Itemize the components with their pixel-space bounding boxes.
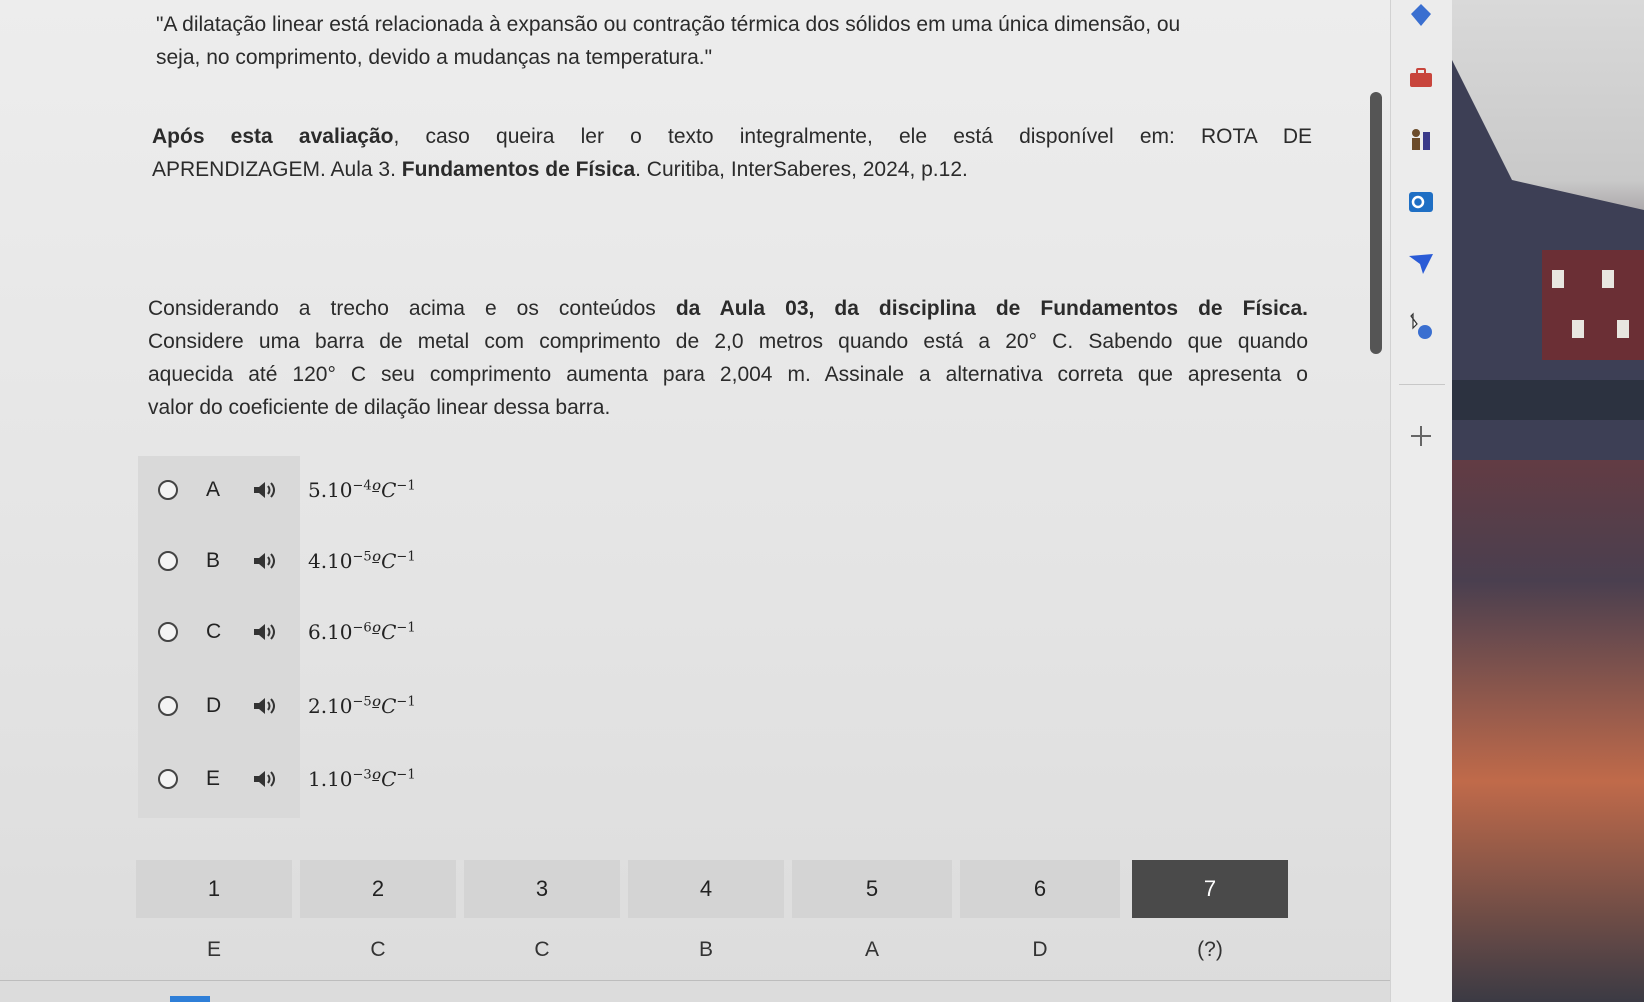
option-d[interactable]: [150, 686, 480, 726]
source-line-1-rest: , caso queira ler o texto integralmente, ele está disponível em: ROTA DE: [393, 125, 1312, 148]
option-c[interactable]: [150, 612, 480, 652]
option-c-exp: −6: [352, 620, 372, 636]
option-e[interactable]: [150, 759, 480, 799]
option-d-unit-exp: −1: [396, 694, 416, 710]
option-b-formula: [308, 549, 416, 573]
option-e-formula: [308, 767, 416, 791]
question-nav-1[interactable]: 1: [136, 860, 292, 918]
speaker-icon[interactable]: [252, 551, 278, 571]
question-nav-2[interactable]: 2: [300, 860, 456, 918]
source-line-1: [152, 120, 1312, 153]
scrollbar-thumb[interactable]: [1370, 92, 1382, 354]
option-c-coef: 6.10: [308, 620, 353, 644]
answer-2: C: [370, 938, 386, 961]
option-b-letter: B: [206, 549, 221, 572]
answer-navigation: [136, 860, 1286, 980]
option-e-radio[interactable]: [158, 769, 178, 789]
option-c-radio[interactable]: [158, 622, 178, 642]
source-text: [152, 120, 1312, 186]
option-d-radio[interactable]: [158, 696, 178, 716]
answer-3: C: [534, 938, 550, 961]
answer-5: A: [864, 938, 879, 961]
option-b-radio[interactable]: [158, 551, 178, 571]
question-line-1-a: Considerando a trecho acima e os conteúdos: [148, 297, 676, 320]
question-line-3: aquecida até 120° C seu comprimento aumenta para 2,004 m. Assinale a alternativa correta que apresenta o: [148, 363, 1308, 386]
answer-7: (?): [1197, 938, 1223, 961]
source-line-2-a: APRENDIZAGEM. Aula 3.: [152, 158, 402, 181]
add-icon[interactable]: [1405, 420, 1437, 452]
option-d-exp: −5: [352, 694, 372, 710]
option-a[interactable]: [150, 470, 480, 510]
option-b-exp: −5: [352, 549, 372, 565]
option-b-coef: 4.10: [308, 549, 353, 573]
question-line-1: [148, 292, 1308, 325]
briefcase-icon[interactable]: [1405, 62, 1437, 94]
games-icon[interactable]: [1405, 310, 1437, 342]
option-d-formula: [308, 694, 416, 718]
source-line-2-b: . Curitiba, InterSaberes, 2024, p.12.: [635, 158, 968, 181]
question-line-2: Considere uma barra de metal com comprimento de 2,0 metros quando está a 20° C. Sabendo que quando: [148, 330, 1308, 353]
option-b[interactable]: [150, 541, 480, 581]
answer-6: D: [1032, 938, 1048, 961]
desktop-wallpaper: [1452, 0, 1644, 1002]
progress-indicator: [170, 996, 210, 1002]
send-icon[interactable]: [1405, 248, 1437, 280]
answer-1: E: [206, 938, 221, 961]
quote-line-2: seja, no comprimento, devido a mudanças na temperatura.": [156, 46, 713, 69]
option-e-letter: E: [206, 767, 221, 790]
option-e-coef: 1.10: [308, 767, 353, 791]
question-line-4: valor do coeficiente de dilação linear dessa barra.: [148, 396, 611, 419]
option-a-exp: −4: [352, 478, 372, 494]
toolbar-divider: [1399, 384, 1445, 385]
option-a-unit: ºC: [371, 478, 397, 502]
source-line-2: [152, 153, 1312, 186]
speaker-icon[interactable]: [252, 696, 278, 716]
question-nav-5[interactable]: 5: [792, 860, 952, 918]
diamond-icon[interactable]: [1405, 0, 1437, 32]
question-text: [148, 292, 1308, 424]
divider: [0, 980, 1440, 981]
option-a-letter: A: [206, 478, 221, 501]
outlook-icon[interactable]: [1405, 186, 1437, 218]
option-b-unit: ºC: [371, 549, 397, 573]
question-nav-3[interactable]: 3: [464, 860, 620, 918]
option-c-letter: C: [206, 620, 222, 643]
option-a-unit-exp: −1: [396, 478, 416, 494]
option-a-radio[interactable]: [158, 480, 178, 500]
answer-4: B: [698, 938, 713, 961]
speaker-icon[interactable]: [252, 480, 278, 500]
speaker-icon[interactable]: [252, 622, 278, 642]
option-a-formula: [308, 478, 416, 502]
chess-icon[interactable]: [1405, 124, 1437, 156]
option-e-unit-exp: −1: [396, 767, 416, 783]
question-line-1-bold: da Aula 03, da disciplina de Fundamentos de Física.: [675, 297, 1308, 320]
question-nav-6[interactable]: 6: [960, 860, 1120, 918]
source-line-2-bold: Fundamentos de Física: [401, 158, 636, 181]
quote-text: [156, 8, 1306, 74]
question-nav-7[interactable]: 7: [1132, 860, 1288, 918]
option-c-unit: ºC: [371, 620, 397, 644]
option-b-unit-exp: −1: [396, 549, 416, 565]
option-e-unit: ºC: [371, 767, 397, 791]
speaker-icon[interactable]: [252, 769, 278, 789]
option-c-formula: [308, 620, 416, 644]
option-d-coef: 2.10: [308, 694, 353, 718]
option-d-letter: D: [206, 694, 222, 717]
question-nav-4[interactable]: 4: [628, 860, 784, 918]
option-d-unit: ºC: [371, 694, 397, 718]
option-e-exp: −3: [352, 767, 372, 783]
browser-sidebar: [1390, 0, 1453, 1002]
quote-line-1: "A dilatação linear está relacionada à expansão ou contração térmica dos sólidos em uma única dimensão, ou: [156, 13, 1181, 36]
option-c-unit-exp: −1: [396, 620, 416, 636]
source-bold-intro: Após esta avaliação: [152, 125, 394, 148]
option-a-coef: 5.10: [308, 478, 353, 502]
house-illustration: [1452, 60, 1644, 460]
